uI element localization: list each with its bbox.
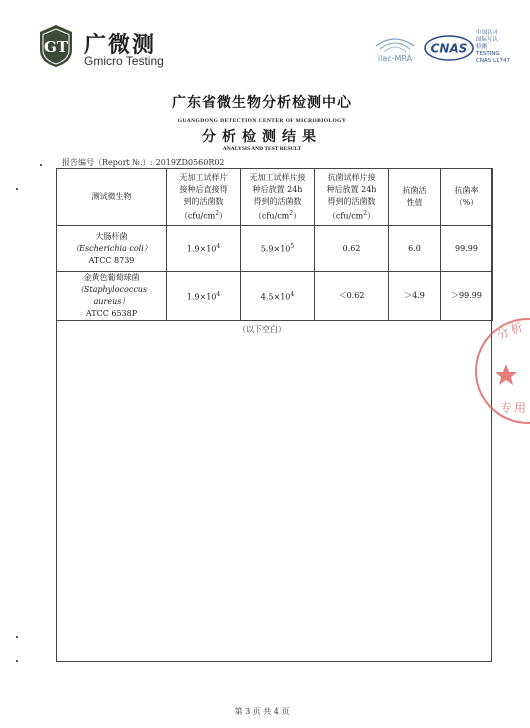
header-unit: $(cfu/cm^2)$: [253, 209, 302, 221]
header-rate: [441, 169, 493, 226]
activity-cell: ＞4.9: [389, 272, 441, 321]
margin-dot: [16, 660, 18, 662]
svg-text:专: 专: [500, 401, 513, 415]
cnas-accreditation-text: [476, 30, 524, 65]
page-number: 第 3 页 共 4 页: [234, 707, 290, 716]
header-line: 到的活菌数: [183, 196, 224, 206]
margin-dot: [16, 188, 18, 190]
svg-text:ilac-MRA: ilac-MRA: [377, 54, 413, 63]
strain-cell: [57, 226, 167, 272]
header-line: 接种后直接得: [179, 184, 228, 194]
header-untreated-24h: [241, 169, 315, 226]
value-cell: $1.9\times 10^4$: [167, 272, 241, 321]
header-line: 种后放置 24h: [326, 184, 377, 194]
brand-name-en: Gmicro Testing: [84, 54, 164, 68]
gt-logo-icon: [38, 24, 74, 68]
value-cell: 0.62: [315, 226, 389, 272]
center-name-en: GUANGDONG DETECTION CENTER OF MICROBIOLOGY: [177, 118, 347, 124]
svg-text:析: 析: [509, 320, 525, 337]
margin-dot: [40, 164, 42, 166]
result-table: [56, 168, 493, 321]
activity-cell: 6.0: [389, 226, 441, 272]
ilac-mra-icon: [372, 32, 418, 68]
cnas-logo-icon: [424, 34, 474, 62]
header-line: （%）: [454, 198, 479, 207]
strain-cell: [57, 272, 167, 321]
table-row: [57, 272, 493, 321]
blank-below-note: （以下空白）: [238, 325, 286, 334]
table-row: [57, 226, 493, 272]
header-line: 得到的活菌数: [327, 196, 376, 206]
header-untreated-0h: [167, 169, 241, 226]
value-cell: ＜0.62: [315, 272, 389, 321]
value-cell: $4.5\times 10^4$: [241, 272, 315, 321]
cnas-line: 国际互认: [476, 37, 499, 43]
header-unit: $(cfu/cm^2)$: [179, 209, 228, 221]
header-line: 性值: [406, 198, 423, 207]
cnas-line: 中国认可: [476, 30, 499, 36]
header-unit: $(cfu/cm^2)$: [327, 209, 376, 221]
header-line: 抗菌率: [454, 186, 479, 195]
header-strain: 测试微生物: [57, 169, 167, 226]
value-cell: $1.9\times 10^4$: [167, 226, 241, 272]
svg-text:GT: GT: [44, 38, 68, 56]
strain-atcc: ATCC 6538P: [85, 309, 138, 318]
strain-name-cn: 金黄色葡萄球菌: [83, 273, 140, 282]
header-treated-24h: [315, 169, 389, 226]
cnas-line: 检测: [476, 44, 488, 50]
svg-text:CNAS: CNAS: [430, 41, 468, 56]
table-header-row: [57, 169, 493, 226]
strain-name-latin: （Escherichia coli）: [71, 243, 152, 253]
margin-dot: [16, 636, 18, 638]
report-number: 报告编号（Report №.）: 2019ZD0560R02: [62, 158, 225, 167]
header-line: 无加工试样片接: [249, 172, 306, 182]
header-line: 得到的活菌数: [253, 196, 302, 206]
cnas-line: TESTING: [476, 51, 500, 57]
header-line: 种后放置 24h: [252, 184, 303, 194]
result-title-en: ANALYSIS AND TEST RESULT: [222, 146, 302, 152]
rate-cell: 99.99: [441, 226, 493, 272]
header-line: 无加工试样片: [179, 172, 228, 182]
value-cell: $5.9\times 10^5$: [241, 226, 315, 272]
header-activity: [389, 169, 441, 226]
brand-name-cn: 广微测: [84, 33, 157, 58]
svg-text:用: 用: [514, 401, 527, 415]
strain-name-cn: 大肠杆菌: [95, 231, 128, 241]
svg-text:分: 分: [494, 324, 512, 343]
strain-name-latin: （Staphylococcus aureus）: [75, 285, 148, 306]
rate-cell: ＞99.99: [441, 272, 493, 321]
center-name-cn: 广东省微生物分析检测中心: [172, 95, 352, 111]
official-seal-icon: [470, 316, 530, 426]
cnas-line: CNAS L1747: [476, 58, 511, 64]
header-line: 抗菌试样片接: [327, 172, 376, 182]
strain-atcc: ATCC 8739: [88, 255, 135, 265]
header-line: 抗菌活: [402, 186, 427, 195]
result-title-cn: 分析检测结果: [202, 129, 322, 145]
